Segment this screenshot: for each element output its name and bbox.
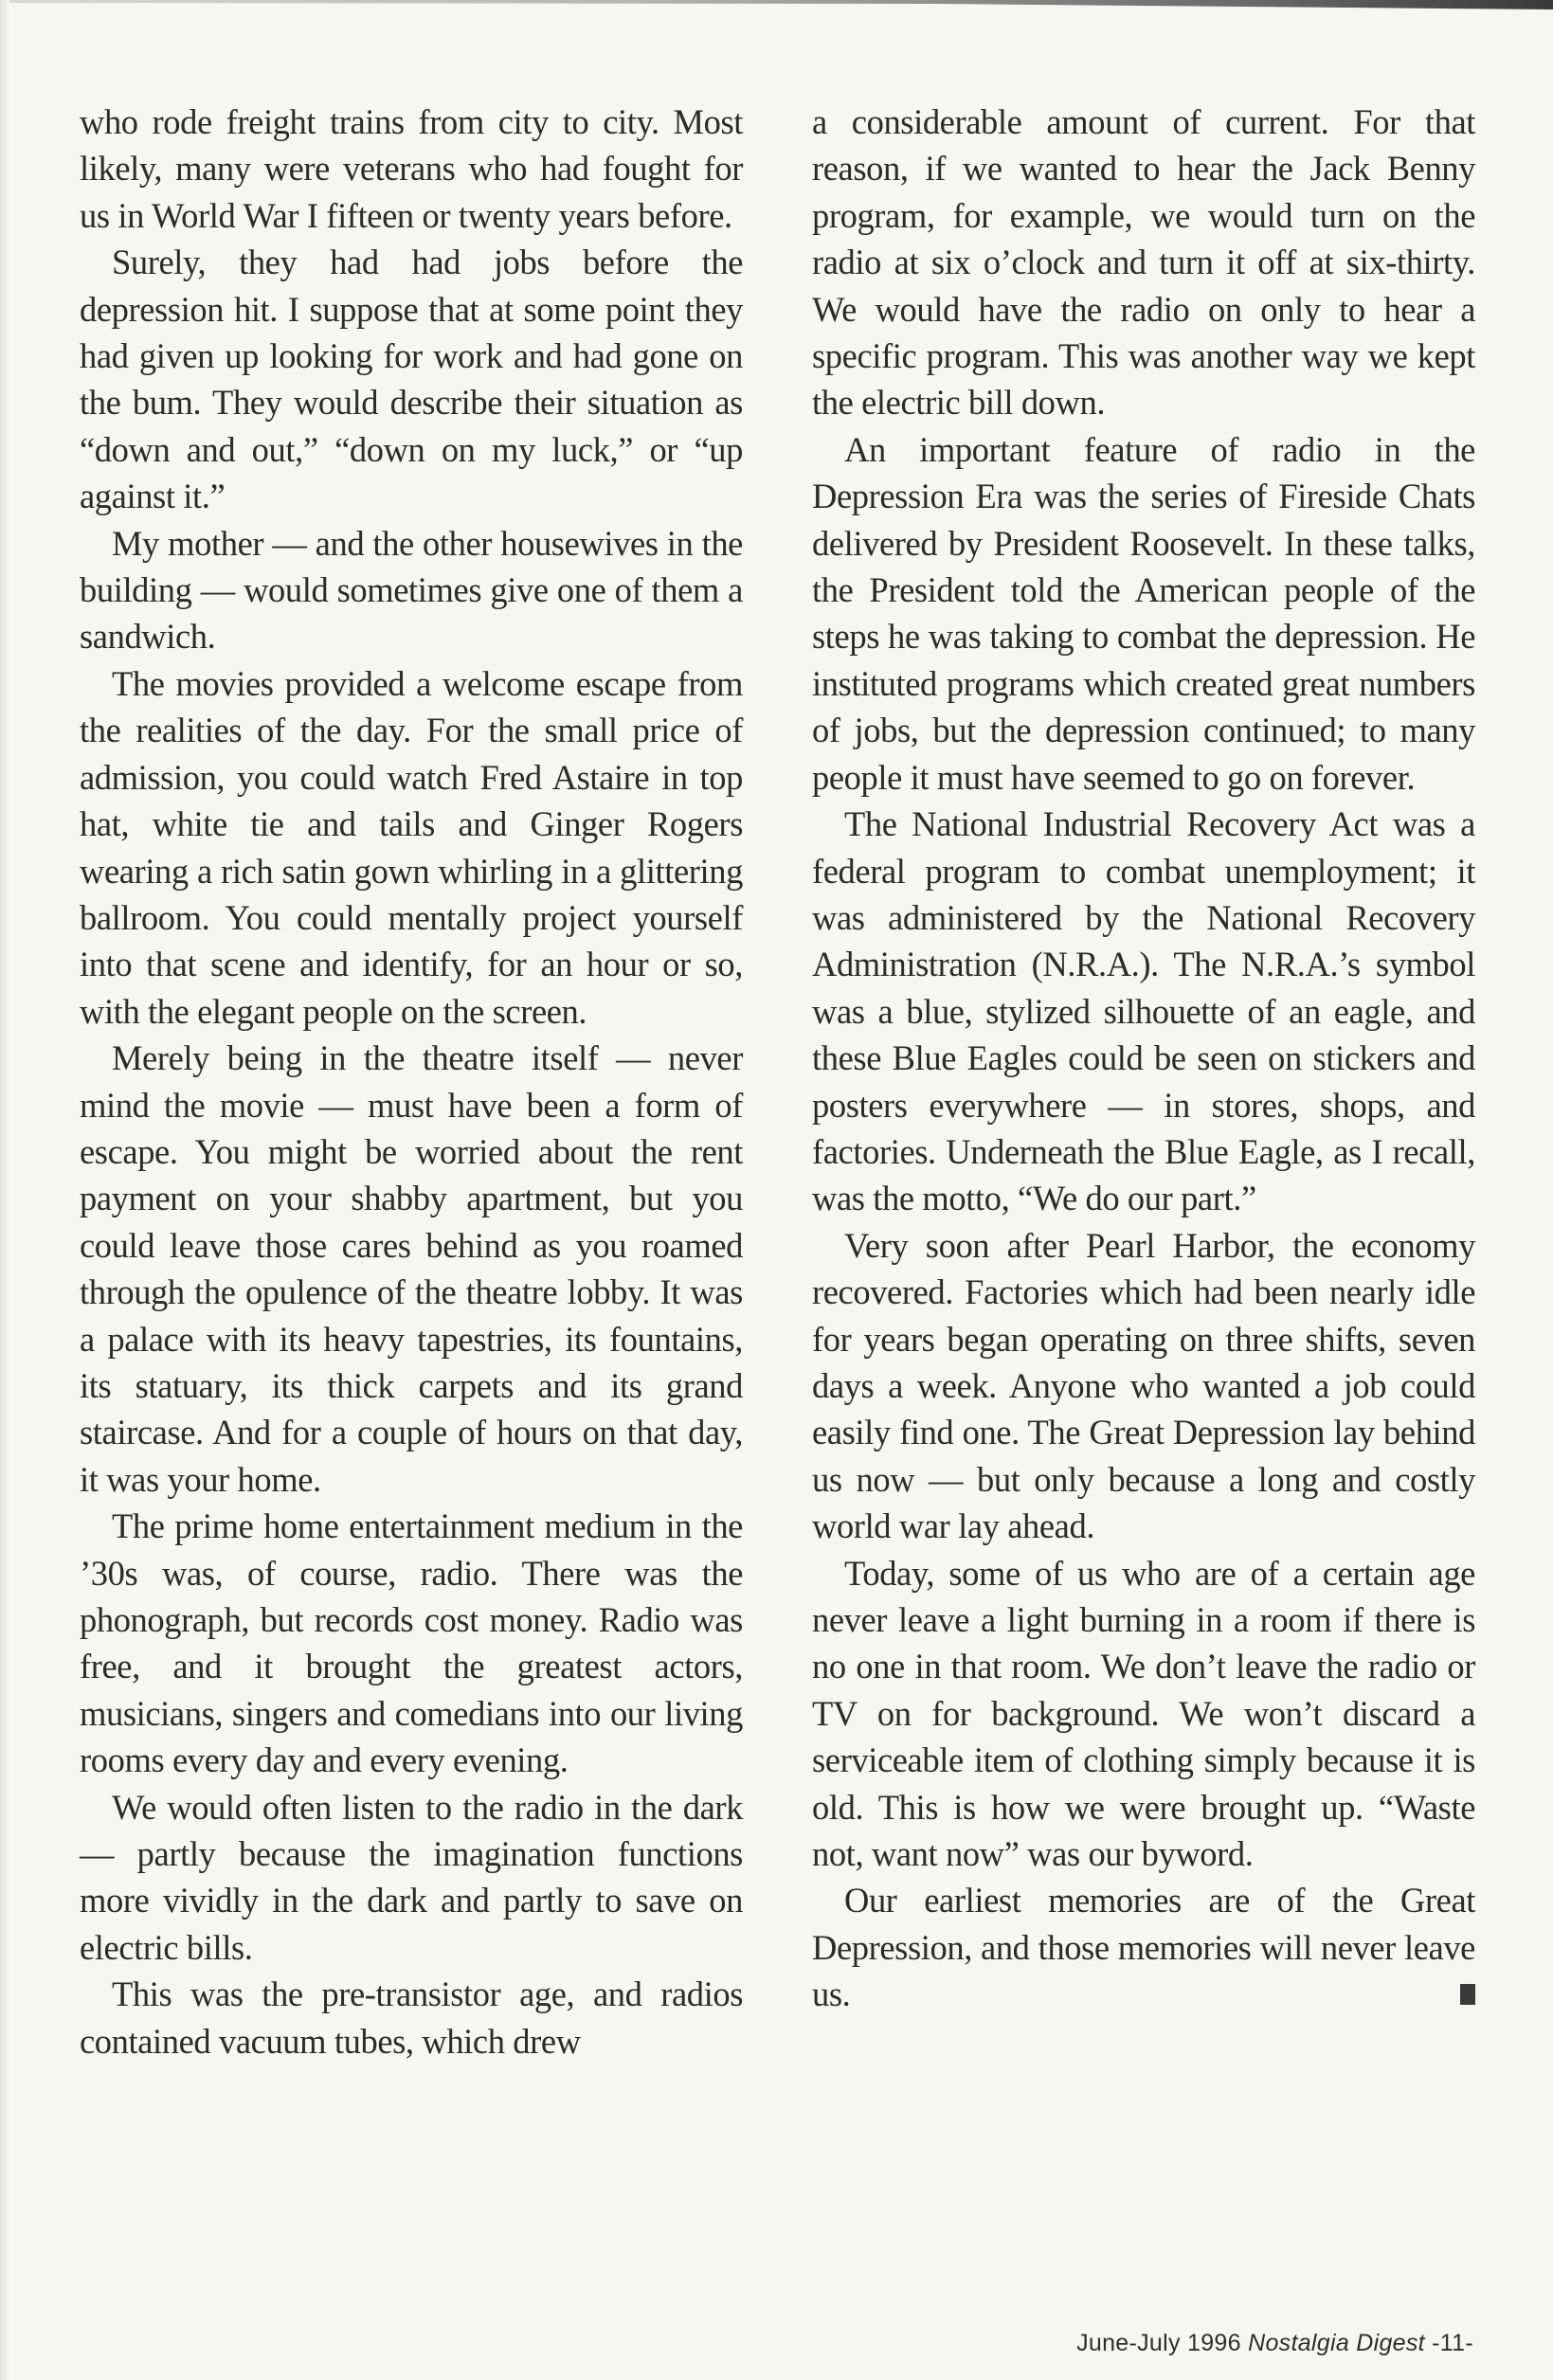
page-footer bbox=[943, 2330, 1473, 2357]
paragraph: The movies provided a welcome escape from the realities of the day. For the small price of admission, you could watch Fred Astaire in top hat, white tie and tails and Ginger Rogers wearing a rich satin gown whirling in a glittering ballroom. You could mentally project yourself into that scene and identify, for an hour or so, with the elegant people on the screen. bbox=[80, 663, 743, 1031]
page-number: -11- bbox=[1424, 2330, 1473, 2356]
issue-date: June-July 1996 bbox=[1076, 2330, 1249, 2356]
right-column bbox=[812, 99, 1475, 2018]
paragraph: Merely being in the theatre itself — never mind the movie — must have been a form of escape. You might be worried about the rent payment on your shabby apartment, but you could leave those cares behind as you roamed through the opulence of the theatre lobby. It was a palace with its heavy tapestries, its fountains, its statuary, its thick carpets and its grand staircase. And for a couple of hours on that day, it was your home. bbox=[80, 1038, 743, 1499]
paragraph: The National Industrial Recovery Act was a federal program to combat unemployment; it was administered by the National Recovery Administration (N.R.A.). The N.R.A.’s symbol was a blue, stylized silhouette of an eagle, and these Blue Eagles could be seen on stickers and posters everywhere — in stores, shops, and factories. Underneath the Blue Eagle, as I recall, was the motto, “We do our part.” bbox=[812, 804, 1475, 1218]
publication-name: Nostalgia Digest bbox=[1248, 2330, 1425, 2356]
paragraph: My mother — and the other housewives in the building — would sometimes give one of them a sandwich. bbox=[80, 523, 743, 657]
paragraph: who rode freight trains from city to city. Most likely, many were veterans who had fought for us in World War I fifteen or twenty years before. bbox=[80, 102, 743, 235]
end-of-article-square-icon bbox=[1460, 1984, 1475, 2005]
paragraph: Today, some of us who are of a certain age never leave a light burning in a room if there is no one in that room. We don’t leave the radio or TV on for background. We won’t discard a serviceable item of clothing simply because it is old. This is how we were brought up. “Waste not, want now” was our byword. bbox=[812, 1553, 1475, 1874]
final-paragraph bbox=[812, 1877, 1475, 2017]
scan-top-edge bbox=[0, 0, 1553, 9]
final-paragraph-text: Our earliest memories are of the Great Depression, and those memories will never leave us. bbox=[812, 1881, 1475, 2014]
paragraph: Very soon after Pearl Harbor, the economy recovered. Factories which had been nearly idle for years began operating on three shifts, seven days a week. Anyone who wanted a job could easily find one. The Great Depression lay behind us now — but only because a long and costly world war lay ahead. bbox=[812, 1225, 1475, 1546]
paragraph: a considerable amount of current. For that reason, if we wanted to hear the Jack Benny program, for example, we would turn on the radio at six o’clock and turn it off at six-thirty. We would have the radio on only to hear a specific program. This was another way we kept the electric bill down. bbox=[812, 102, 1475, 423]
paragraph: Surely, they had had jobs before the depression hit. I suppose that at some point they had given up looking for work and had gone on the bum. They would describe their situation as “down and out,” “down on my luck,” or “up against it.” bbox=[80, 243, 743, 516]
paragraph: The prime home entertainment medium in the ’30s was, of course, radio. There was the phonograph, but records cost money. Radio was free, and it brought the greatest actors, musicians, singers and comedians into our living rooms every day and every evening. bbox=[80, 1506, 743, 1780]
paragraph: We would often listen to the radio in the dark — partly because the imagination functions more vividly in the dark and partly to save on electric bills. bbox=[80, 1787, 743, 1967]
scan-left-shadow bbox=[0, 0, 9, 2380]
paragraph: An important feature of radio in the Depression Era was the series of Fireside Chats delivered by President Roosevelt. In these talks, the President told the American people of the steps he was taking to combat the depression. He instituted programs which created great numbers of jobs, but the depression continued; to many people it must have seemed to go on forever. bbox=[812, 429, 1475, 797]
left-column bbox=[80, 99, 743, 2064]
paragraph: This was the pre-transistor age, and radios contained vacuum tubes, which drew bbox=[80, 1974, 743, 2061]
